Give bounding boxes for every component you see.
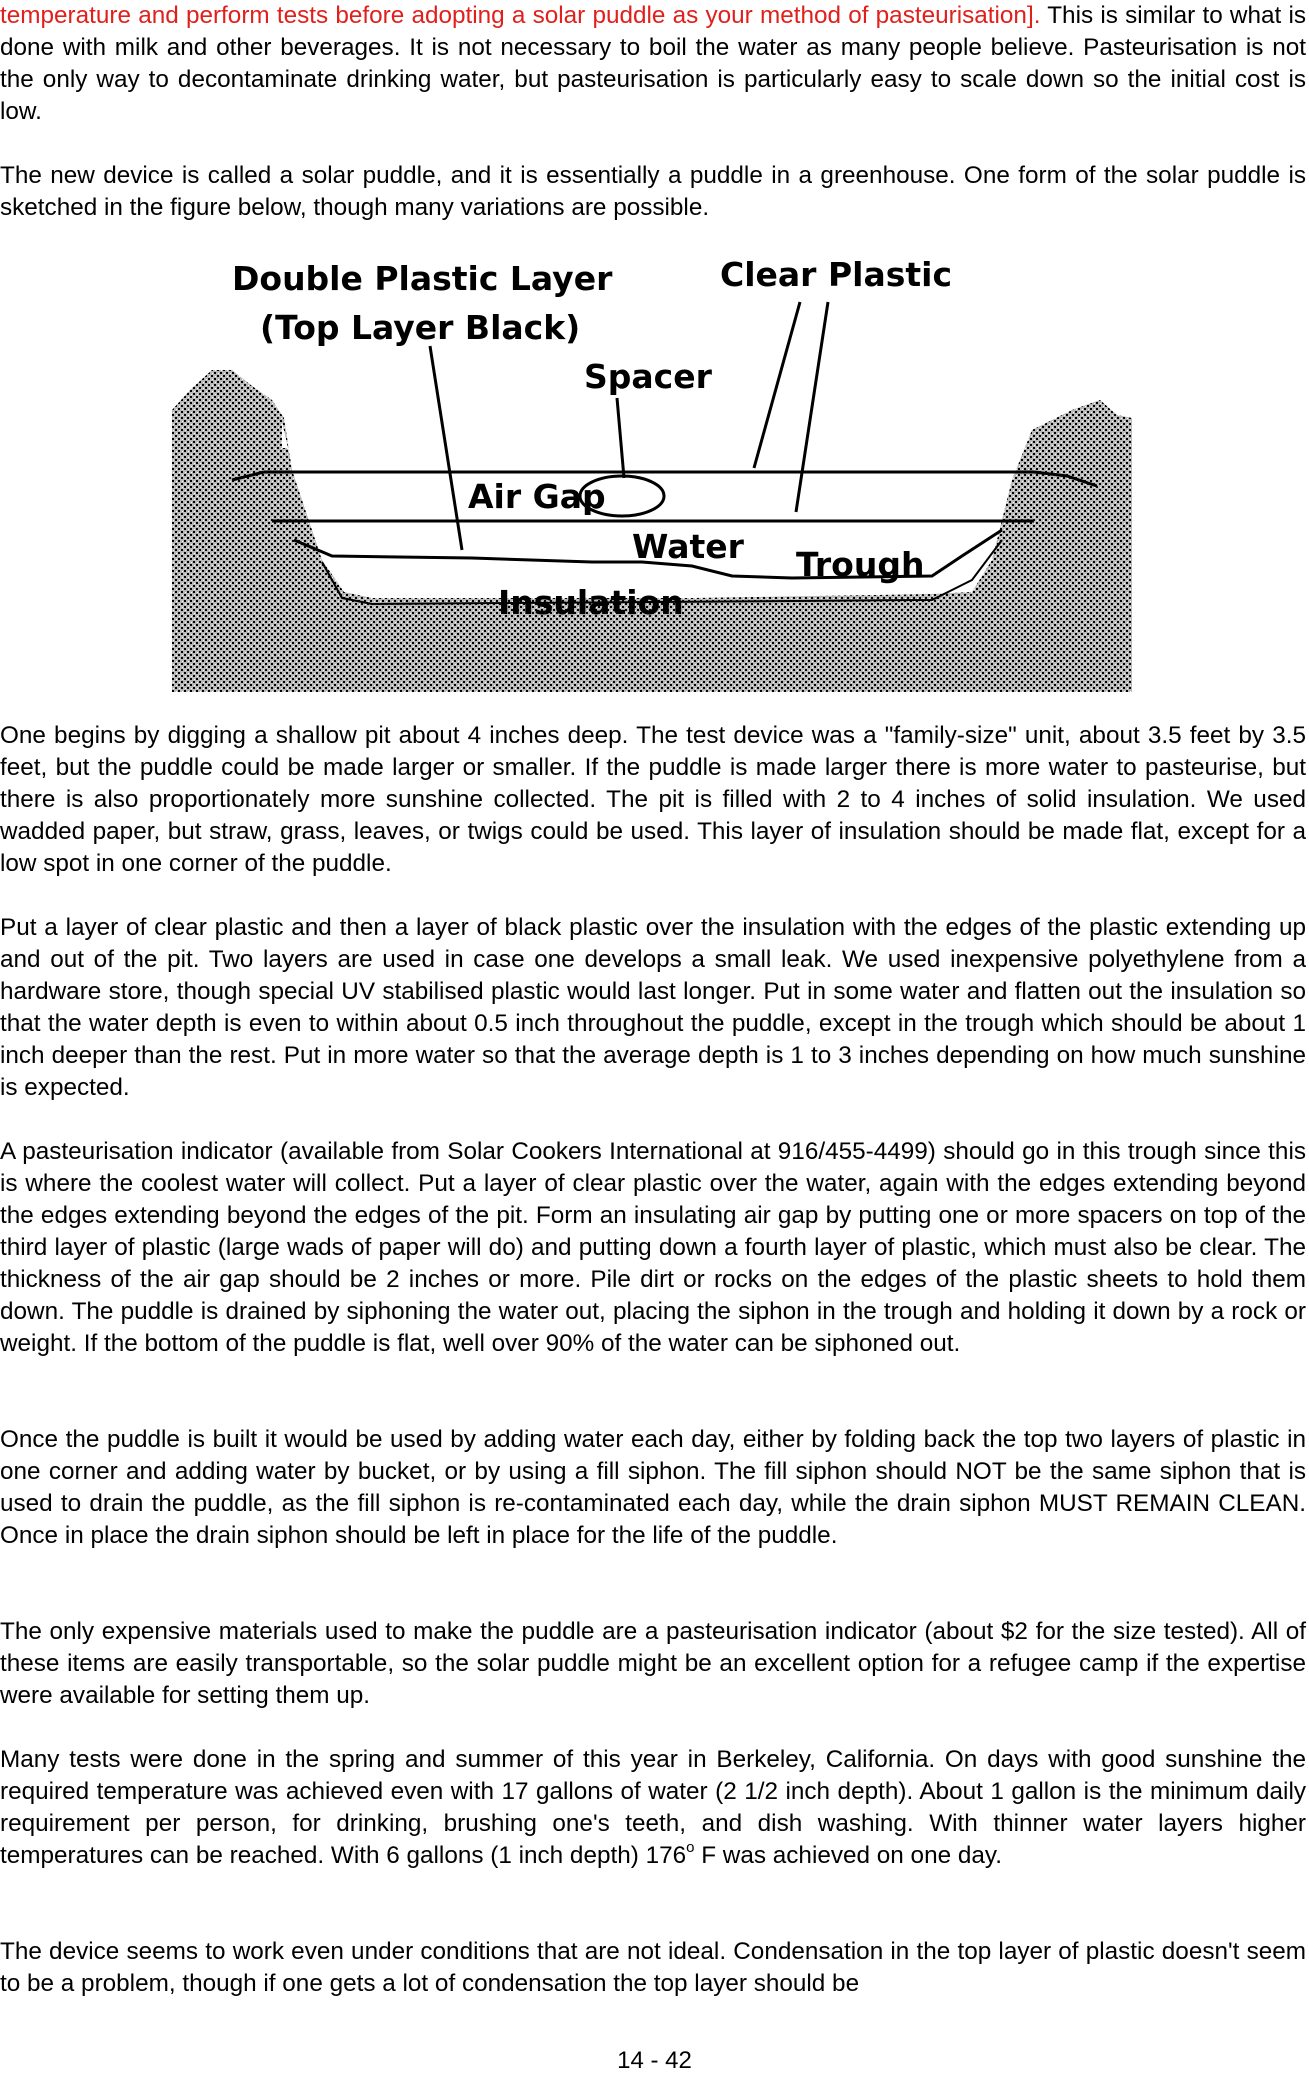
label-double-plastic-layer: Double Plastic Layer (232, 259, 613, 298)
paragraph-conditions: The device seems to work even under conditions that are not ideal. Condensation in the top layer of plastic doesn't seem to be a problem, though if one gets a lot of condensation the top layer should be (0, 1938, 1306, 1997)
label-insulation: Insulation (498, 583, 684, 622)
diagram-svg (172, 240, 1132, 692)
paragraph-pasteurisation-intro (0, 0, 1306, 128)
label-trough: Trough (796, 545, 925, 584)
warning-text: temperature and perform tests before adopting a solar puddle as your method of pasteurisation]. (0, 2, 1041, 29)
degree-superscript: o (686, 1838, 695, 1856)
paragraph-text: F was achieved on one day. (694, 1842, 1002, 1869)
paragraph-solar-puddle-intro: The new device is called a solar puddle, and it is essentially a puddle in a greenhouse. One form of the solar puddle is sketched in the figure below, though many variations are possible. (0, 162, 1306, 221)
paragraph-digging-pit: One begins by digging a shallow pit about 4 inches deep. The test device was a "family-size" unit, about 3.5 feet by 3.5 feet, but the puddle could be made larger or smaller. If the puddle is made larger there is more water to pasteurise, but there is also proportionately more sunshine collected. The pit is filled with 2 to 4 inches of solid insulation. We used wadded paper, but straw, grass, leaves, or twigs could be used. This layer of insulation should be made flat, except for a low spot in one corner of the puddle. (0, 722, 1306, 877)
paragraph-text: This is similar to what is done with milk and other beverages. It is not necessary to boil the water as many people believe. Pasteurisation is not the only way to decontaminate drinking water, but pasteurisation is particularly easy to scale down so the initial cost is low. (0, 2, 1306, 125)
paragraph-materials: The only expensive materials used to make the puddle are a pasteurisation indicator (about $2 for the size tested). All of these items are easily transportable, so the solar puddle might be an excellent option for a refugee camp if the expertise were available for setting them up. (0, 1618, 1306, 1709)
paragraph-daily-use: Once the puddle is built it would be used by adding water each day, either by folding back the top two layers of plastic in one corner and adding water by bucket, or by using a fill siphon. The fill siphon should NOT be the same siphon that is used to drain the puddle, as the fill siphon is re-contaminated each day, while the drain siphon MUST REMAIN CLEAN. Once in place the drain siphon should be left in place for the life of the puddle. (0, 1426, 1306, 1549)
paragraph-text: Many tests were done in the spring and summer of this year in Berkeley, California. On days with good sunshine the required temperature was achieved even with 17 gallons of water (2 1/2 inch depth). About 1 gallon is the minimum daily requirement per person, for drinking, brushing one's teeth, and dish washing. With thinner water layers higher temperatures can be reached. With 6 gallons (1 inch depth) 176 (0, 1746, 1306, 1869)
paragraph-pasteurisation-indicator: A pasteurisation indicator (available from Solar Cookers International at 916/455-4499) should go in this trough since this is where the coolest water will collect. Put a layer of clear plastic over the water, again with the edges extending beyond the edges extending beyond the edges of the pit. Form an insulating air gap by putting one or more spacers on top of the third layer of plastic (large wads of paper will do) and putting down a fourth layer of plastic, which must also be clear. The thickness of the air gap should be 2 inches or more. Pile dirt or rocks on the edges of the plastic sheets to hold them down. The puddle is drained by siphoning the water out, placing the siphon in the trough and holding it down by a rock or weight. If the bottom of the puddle is flat, well over 90% of the water can be siphoned out. (0, 1138, 1306, 1357)
page-number: 14 - 42 (617, 2047, 692, 2074)
label-top-layer-black: (Top Layer Black) (260, 308, 581, 347)
solar-puddle-diagram (172, 240, 1132, 692)
paragraph-tests (0, 1744, 1306, 1872)
label-clear-plastic: Clear Plastic (720, 255, 952, 294)
paragraph-plastic-layers: Put a layer of clear plastic and then a layer of black plastic over the insulation with the edges of the plastic extending up and out of the pit. Two layers are used in case one develops a small leak. We used inexpensive polyethylene from a hardware store, though special UV stabilised plastic would last longer. Put in some water and flatten out the insulation so that the water depth is even to within about 0.5 inch throughout the puddle, except in the trough which should be about 1 inch deeper than the rest. Put in more water so that the average depth is 1 to 3 inches depending on how much sunshine is expected. (0, 914, 1306, 1101)
label-air-gap: Air Gap (468, 477, 606, 516)
label-water: Water (632, 527, 744, 566)
label-spacer: Spacer (584, 357, 712, 396)
